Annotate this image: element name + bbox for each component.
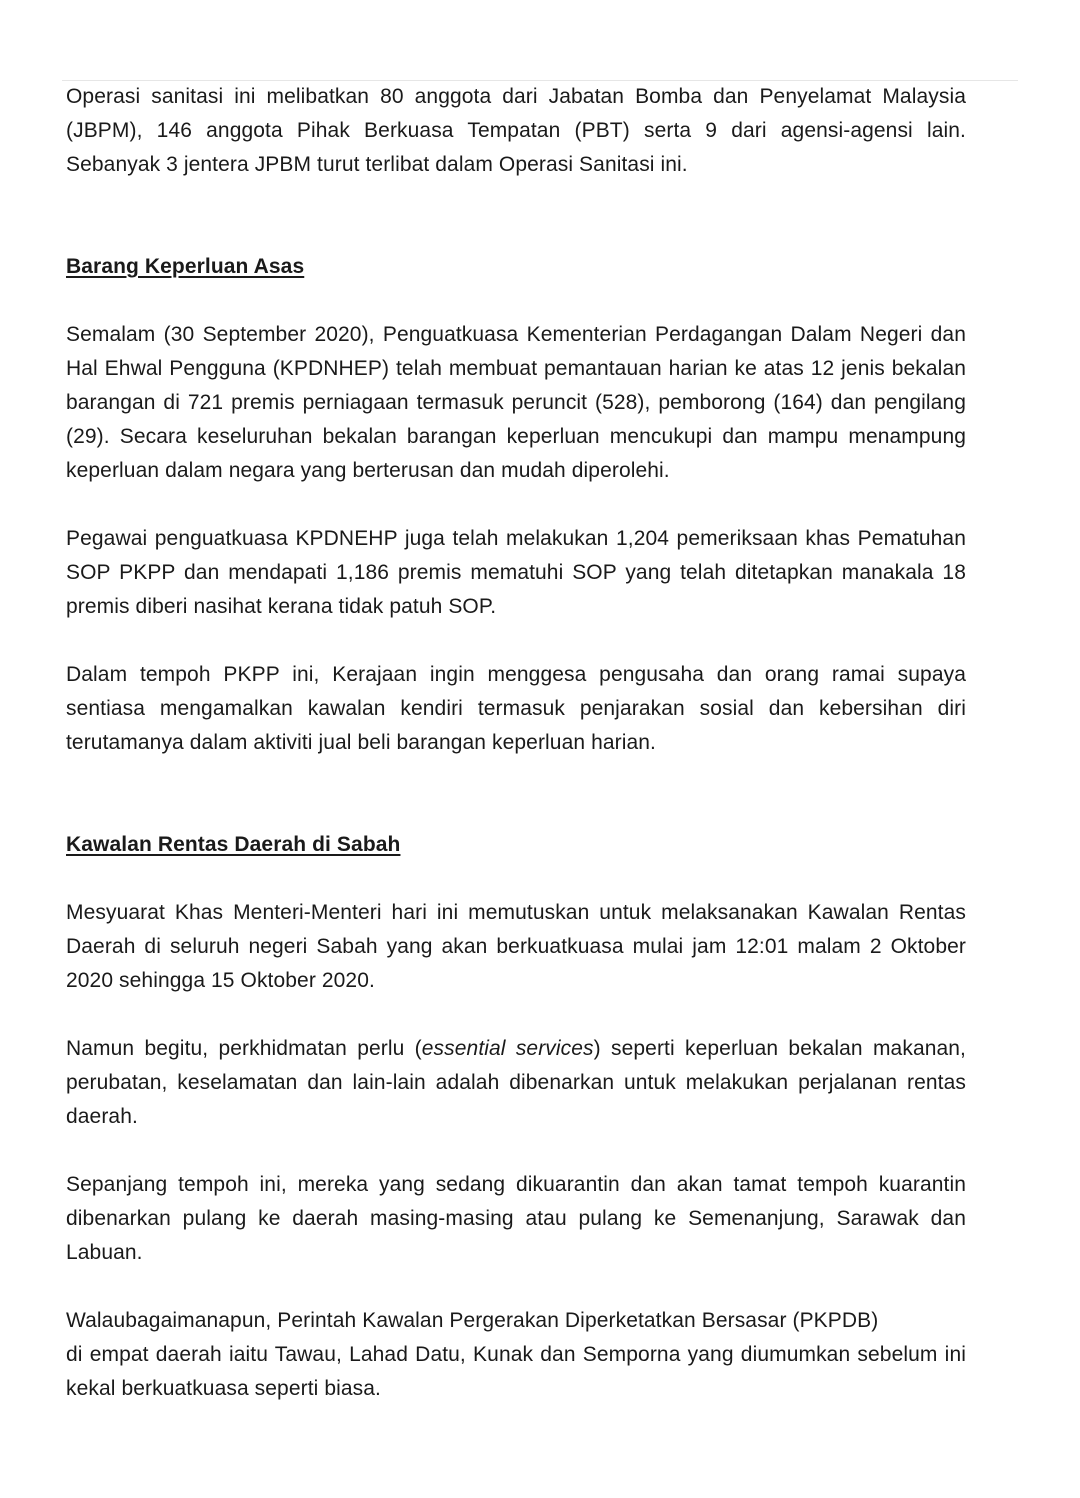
paragraph-sop-inspection: Pegawai penguatkuasa KPDNEHP juga telah melakukan 1,204 pemeriksaan khas Pematuhan SOP PKPP dan mendapati 1,186 premis mematuhi SOP yang telah ditetapkan manakala 18 premis diberi nasihat kerana tidak patuh SOP. (66, 527, 966, 618)
paragraph-pkpdb (66, 1304, 966, 1406)
essential-services-lead: Namun begitu, perkhidmatan perlu ( (66, 1037, 422, 1060)
paragraph-quarantine-return: Sepanjang tempoh ini, mereka yang sedang dikuarantin dan akan tamat tempoh kuarantin dibenarkan pulang ke daerah masing-masing atau pulang ke Semenanjung, Sarawak dan Labuan. (66, 1173, 966, 1264)
heading-sabah-cross-district: Kawalan Rentas Daerah di Sabah (66, 833, 401, 856)
paragraph-special-meeting: Mesyuarat Khas Menteri-Menteri hari ini memutuskan untuk melaksanakan Kawalan Rentas Daerah di seluruh negeri Sabah yang akan berkuatkuasa mulai jam 12:01 malam 2 Oktober 2020 sehingga 15 Oktober 2020. (66, 901, 966, 992)
paragraph-daily-monitoring: Semalam (30 September 2020), Penguatkuasa Kementerian Perdagangan Dalam Negeri dan Hal Ehwal Pengguna (KPDNHEP) telah membuat pemantauan harian ke atas 12 jenis bekalan barangan di 721 premis perniagaan termasuk peruncit (528), pemborong (164) dan pengilang (29). Secara keseluruhan bekalan barangan keperluan mencukupi dan mampu menampung keperluan dalam negara yang berterusan dan mudah diperolehi. (66, 323, 966, 482)
section-sabah-cross-district (66, 828, 966, 1406)
section-sanitation (66, 80, 966, 182)
paragraph-sanitation-operation: Operasi sanitasi ini melibatkan 80 anggota dari Jabatan Bomba dan Penyelamat Malaysia (JBPM), 146 anggota Pihak Berkuasa Tempatan (PBT) serta 9 dari agensi-agensi lain. Sebanyak 3 jentera JPBM turut terlibat dalam Operasi Sanitasi ini. (66, 85, 966, 176)
essential-services-term: essential services (421, 1037, 594, 1060)
section-basic-necessities (66, 250, 966, 760)
paragraph-public-urge: Dalam tempoh PKPP ini, Kerajaan ingin menggesa pengusaha dan orang ramai supaya sentiasa mengamalkan kawalan kendiri termasuk penjarakan sosial dan kebersihan diri terutamanya dalam aktiviti jual beli barangan keperluan harian. (66, 663, 966, 754)
paragraph-essential-services (66, 1032, 966, 1134)
document-body (66, 80, 966, 1406)
essential-services-tail: ) seperti keperluan bekalan makanan, perubatan, keselamatan dan lain-lain adalah dibenarkan untuk melakukan perjalanan rentas daerah. (66, 1037, 966, 1128)
pkpdb-remaining-text: di empat daerah iaitu Tawau, Lahad Datu, Kunak dan Semporna yang diumumkan sebelum ini kekal berkuatkuasa seperti biasa. (66, 1343, 966, 1400)
pkpdb-first-line: Walaubagaimanapun, Perintah Kawalan Pergerakan Diperketatkan Bersasar (PKPDB) (66, 1309, 879, 1332)
heading-basic-necessities: Barang Keperluan Asas (66, 255, 305, 278)
